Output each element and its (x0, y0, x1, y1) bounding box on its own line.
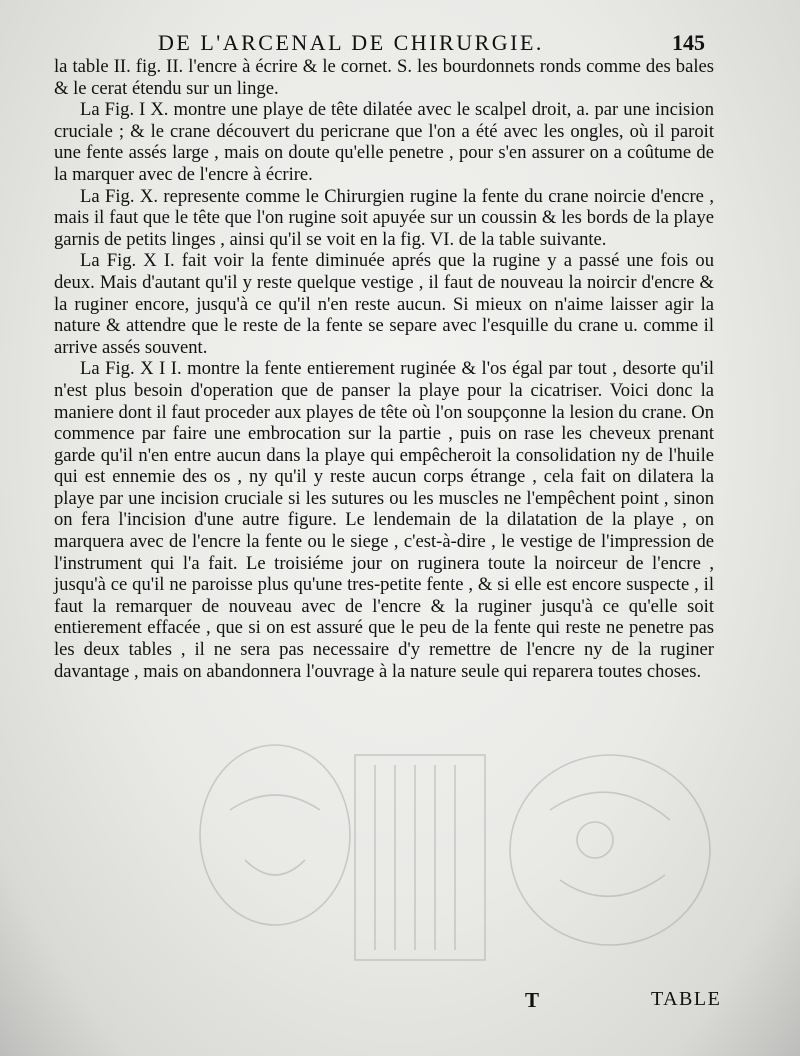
paragraph-4: La Fig. X I. fait voir la fente diminuée aprés que la rugine y a passé une fois ou deux. Mais d'autant qu'il y reste quelque vestige , il faut de nouveau la noircir d'encre & la ruginer encore, jusqu'à ce qu'il n'en reste aucun. Si mieux on n'aime laisser agir la nature & attendre que le reste de la fente se separe avec l'esquille du crane u. comme il arrive assés souvent. (54, 250, 714, 358)
body-text (54, 56, 714, 682)
catchword: TABLE (651, 988, 722, 1010)
signature-mark: T (525, 988, 540, 1012)
paragraph-2: La Fig. I X. montre une playe de tête dilatée avec le scalpel droit, a. par une incision cruciale ; & le crane découvert du pericrane que l'on a été avec les ongles, où il paroit une fente assés large , mais on doute qu'elle penetre , pour s'en assurer on a coûtume de la marquer avec de l'encre à écrire. (54, 99, 714, 185)
paragraph-5: La Fig. X I I. montre la fente entierement ruginée & l'os égal par tout , desorte qu'il n'est plus besoin d'operation que de panser la playe pour la cicatriser. Voici donc la maniere dont il faut proceder aux playes de tête où l'on soupçonne la lesion du crane. On commence par faire une embrocation sur la partie , puis on rase les cheveux prenant garde qu'il n'en entre aucun dans la playe qui empêcheroit la consolidation ny de l'huile qui est ennemie des os , ny qu'il y reste aucun corps étrange , cela fait on dilatera la playe par une incision cruciale si les sutures ou les muscles ne l'empêchent point , sinon on fera l'incision d'une autre figure. Le lendemain de la dilatation de la playe , on marquera avec de l'encre la fente ou le siege , c'est-à-dire , le vestige de l'impression de l'instrument qui l'a fait. Le troisiéme jour on ruginera toute la noirceur de l'encre , jusqu'à ce qu'il ne paroisse plus qu'une tres-petite fente , & si elle est encore suspecte , il faut la remarquer de nouveau avec de l'encre & la ruginer jusqu'à ce qu'elle soit entierement effacée , que si on est assuré que le peu de la fente qui reste ne penetre pas les deux tables , il ne sera pas necessaire d'y remettre de l'encre ny de la ruginer davantage , mais on abandonnera l'ouvrage à la nature seule qui reparera toutes choses. (54, 358, 714, 682)
paragraph-3: La Fig. X. represente comme le Chirurgien rugine la fente du crane noircie d'encre , mais il faut que le tête que l'on rugine soit apuyée sur un coussin & les bords de la playe garnis de petits linges , ainsi qu'il se voit en la fig. VI. de la table suivante. (54, 185, 714, 250)
running-head: DE L'ARCENAL DE CHIRURGIE. (158, 30, 544, 55)
page-number: 145 (672, 30, 705, 55)
paragraph-1: la table II. fig. II. l'encre à écrire & le cornet. S. les bourdonnets ronds comme des bales & le cerat étendu sur un linge. (54, 56, 714, 99)
bleed-through-illustration (190, 740, 730, 970)
